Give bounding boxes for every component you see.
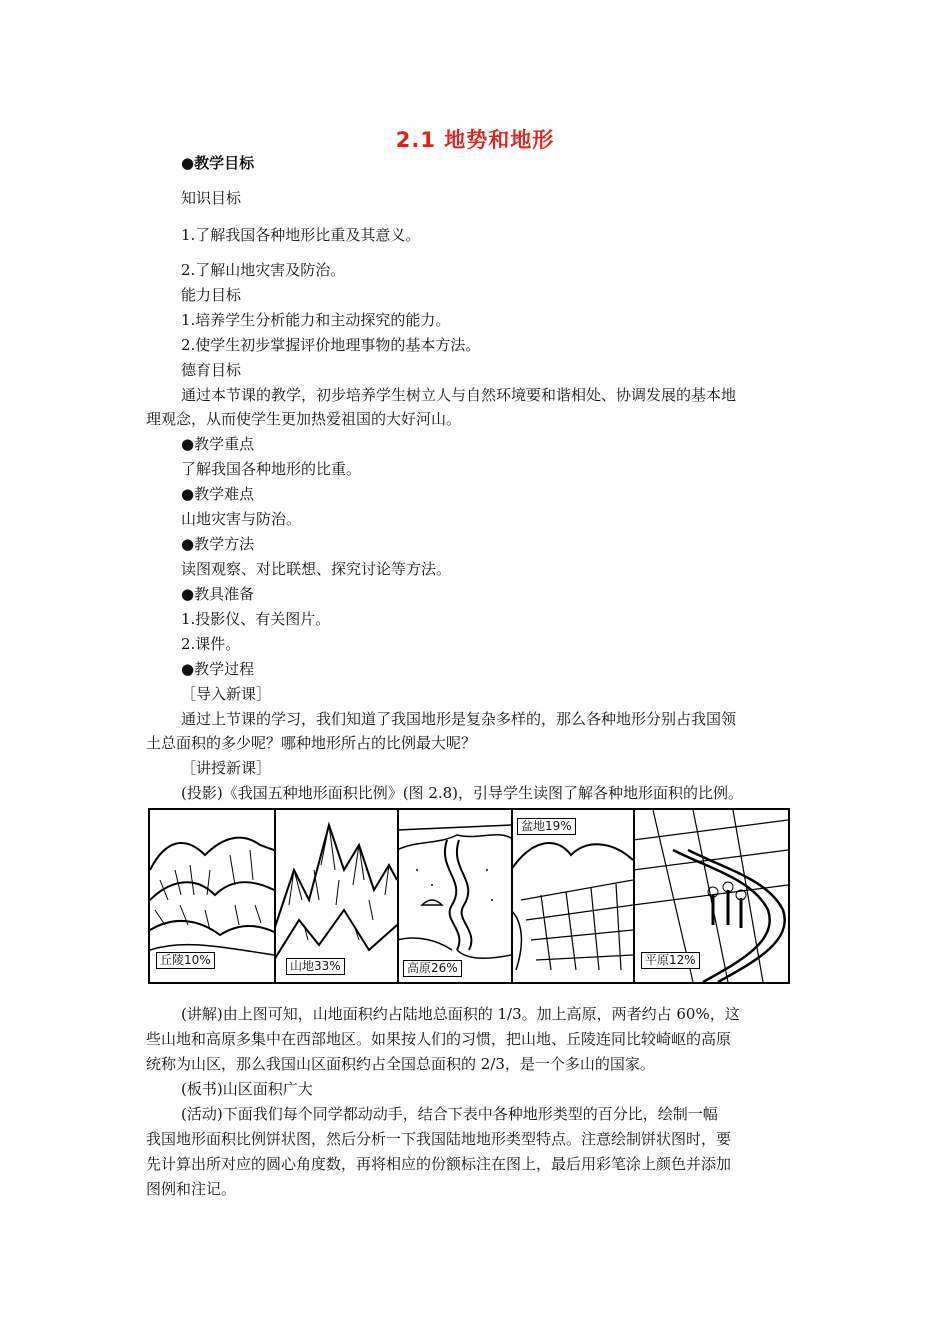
label-hills: 丘陵10% bbox=[156, 952, 215, 969]
heading-method: ●教学方法 bbox=[181, 535, 255, 553]
text-line: 德育目标 bbox=[181, 361, 242, 379]
heading-difficulty: ●教学难点 bbox=[181, 485, 255, 503]
label-mountains: 山地33% bbox=[286, 958, 345, 975]
page-title: 2.1 地势和地形 bbox=[395, 128, 555, 152]
text-line: 统称为山区，那么我国山区面积约占全国总面积的 2/3，是一个多山的国家。 bbox=[146, 1055, 655, 1073]
text-line: 土总面积的多少呢？哪种地形所占的比例最大呢？ bbox=[146, 734, 477, 752]
label-plain: 平原12% bbox=[641, 952, 700, 969]
text-line: 理观念，从而使学生更加热爱祖国的大好河山。 bbox=[146, 410, 462, 428]
text-line: 通过本节课的教学，初步培养学生树立人与自然环境要和谐相处、协调发展的基本地 bbox=[181, 386, 737, 404]
text-line: 2.课件。 bbox=[181, 635, 241, 653]
text-line: 通过上节课的学习，我们知道了我国地形是复杂多样的，那么各种地形分别占我国领 bbox=[181, 710, 737, 728]
label-basin: 盆地19% bbox=[517, 818, 576, 835]
panel-hills bbox=[150, 810, 276, 982]
text-line: 山地灾害与防治。 bbox=[181, 510, 302, 528]
text-line: 我国地形面积比例饼状图，然后分析一下我国陆地地形类型特点。注意绘制饼状图时，要 bbox=[146, 1130, 732, 1148]
text-line: (讲解)由上图可知，山地面积约占陆地总面积的 1/3。加上高原，两者约占 60%，这 bbox=[181, 1005, 740, 1023]
panel-plain bbox=[633, 810, 788, 982]
panel-mountains bbox=[274, 810, 399, 982]
panel-basin bbox=[511, 810, 635, 982]
text-line: 2.使学生初步掌握评价地理事物的基本方法。 bbox=[181, 336, 481, 354]
label-plateau: 高原26% bbox=[403, 960, 462, 977]
text-line: 1.投影仪、有关图片。 bbox=[181, 610, 331, 628]
text-line: 1.培养学生分析能力和主动探究的能力。 bbox=[181, 311, 451, 329]
text-line: 2.了解山地灾害及防治。 bbox=[181, 261, 346, 279]
heading-tools: ●教具准备 bbox=[181, 585, 255, 603]
text-line: 了解我国各种地形的比重。 bbox=[181, 460, 362, 478]
text-line: ［讲授新课］ bbox=[181, 759, 272, 777]
heading-key-point: ●教学重点 bbox=[181, 435, 255, 453]
text-line: (活动)下面我们每个同学都动动手，结合下表中各种地形类型的百分比，绘制一幅 bbox=[181, 1105, 718, 1123]
text-line: 图例和注记。 bbox=[146, 1180, 237, 1198]
text-line: 能力目标 bbox=[181, 286, 242, 304]
text-line: 1.了解我国各种地形比重及其意义。 bbox=[181, 226, 421, 244]
text-line: 些山地和高原多集中在西部地区。如果按人们的习惯，把山地、丘陵连同比较崎岖的高原 bbox=[146, 1030, 732, 1048]
panel-plateau bbox=[397, 810, 513, 982]
text-line: 读图观察、对比联想、探究讨论等方法。 bbox=[181, 560, 452, 578]
landform-figure bbox=[148, 808, 790, 984]
text-line: 知识目标 bbox=[181, 189, 242, 207]
text-line: 先计算出所对应的圆心角度数，再将相应的份额标注在图上，最后用彩笔涂上颜色并添加 bbox=[146, 1155, 732, 1173]
text-line: (投影)《我国五种地形面积比例》(图 2.8)，引导学生读图了解各种地形面积的比例。 bbox=[181, 784, 744, 802]
heading-process: ●教学过程 bbox=[181, 660, 255, 678]
text-line: ［导入新课］ bbox=[181, 685, 272, 703]
heading-objectives: ●教学目标 bbox=[181, 154, 255, 172]
text-line: (板书)山区面积广大 bbox=[181, 1080, 313, 1098]
